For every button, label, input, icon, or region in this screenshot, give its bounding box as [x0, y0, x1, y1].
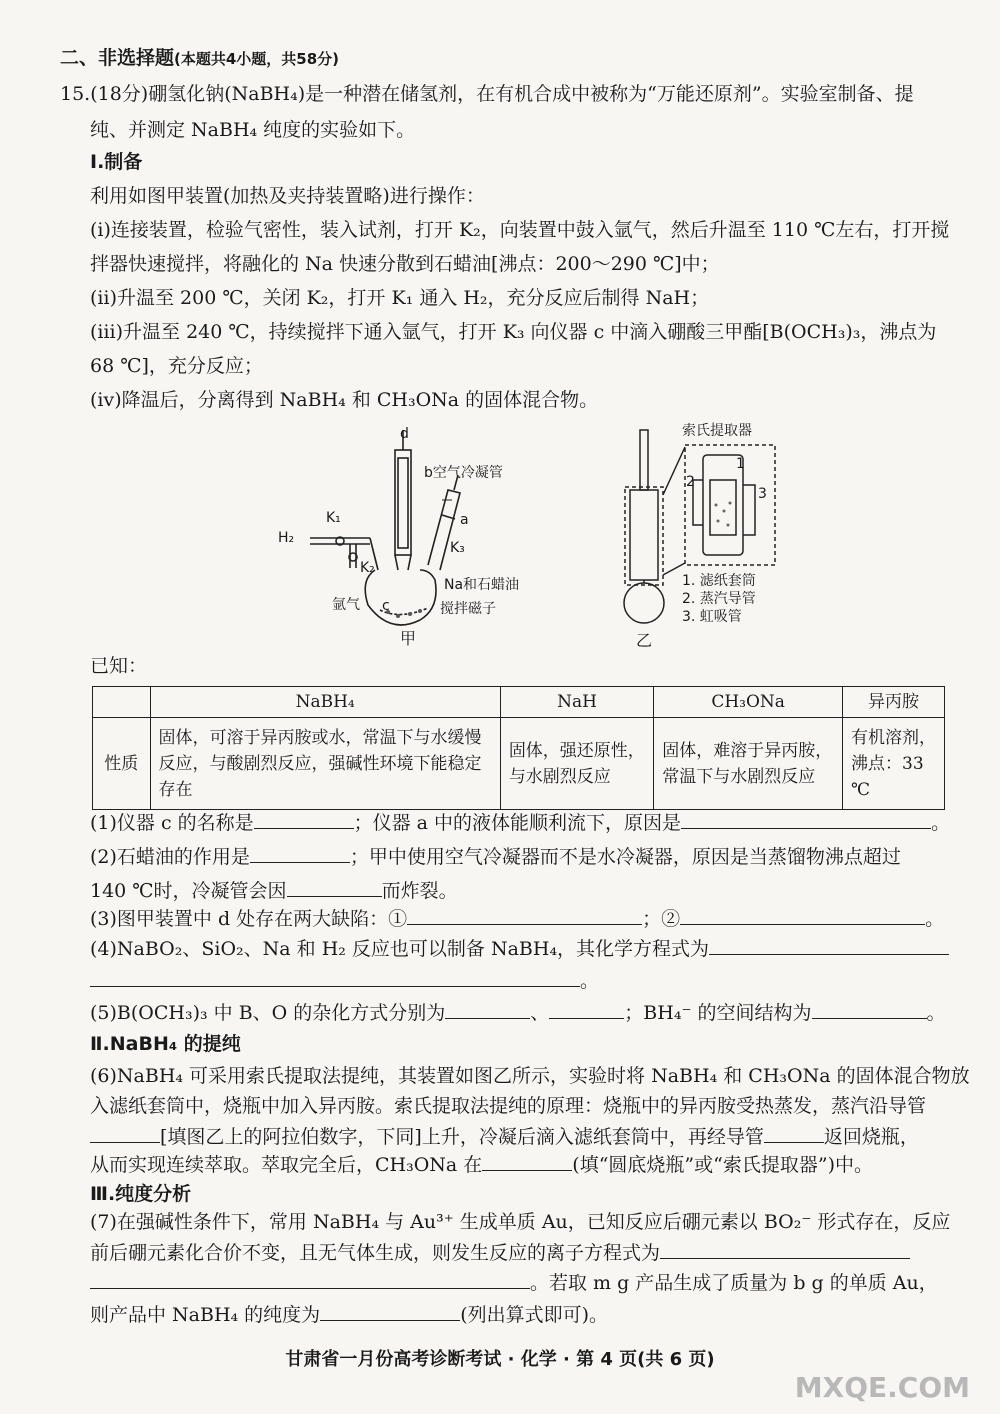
q7-line2: 前后硼元素化合价不变，且无气体生成，则发生反应的离子方程式为	[90, 1238, 945, 1267]
answer-blank[interactable]	[90, 1122, 160, 1143]
step3-line-b: 68 ℃]，充分反应；	[90, 355, 263, 377]
step1-line-a: (ⅰ)连接装置，检验气密性，装入试剂，打开 K₂，向装置中鼓入氩气，然后升温至 110 ℃左右，打开搅	[90, 219, 950, 241]
properties-table	[92, 686, 945, 810]
answer-blank[interactable]	[90, 966, 580, 987]
step3-line-a: (ⅲ)升温至 240 ℃，持续搅拌下通入氩气，打开 K₃ 向仪器 c 中滴入硼酸三甲酯[B(OCH₃)₃，沸点为	[90, 321, 937, 343]
q15-intro-line2: 纯、并测定 NaBH₄ 纯度的实验如下。	[90, 119, 416, 141]
answer-blank[interactable]	[660, 1238, 910, 1259]
table-header-cell: 异丙胺	[843, 687, 945, 718]
answer-blank[interactable]	[681, 808, 931, 829]
step1-line-b: 拌器快速搅拌，将融化的 Na 快速分散到石蜡油[沸点：200～290 ℃]中；	[90, 253, 720, 275]
answer-blank[interactable]	[254, 808, 354, 829]
table-row-label: 性质	[93, 718, 151, 810]
label-h2: H₂	[278, 530, 295, 546]
answer-blank[interactable]	[445, 998, 530, 1019]
table-header-cell	[93, 687, 151, 718]
step4: (ⅳ)降温后，分离得到 NaBH₄ 和 CH₃ONa 的固体混合物。	[90, 389, 599, 411]
table-header-cell: NaBH₄	[150, 687, 500, 718]
q6-line1: (6)NaBH₄ 可采用索氏提取法提纯，其装置如图乙所示，实验时将 NaBH₄ 和 CH₃ONa 的固体混合物放	[90, 1065, 970, 1087]
label-na-wax: Na和石蜡油	[444, 577, 520, 593]
answer-blank[interactable]	[90, 1268, 530, 1289]
answer-blank[interactable]	[709, 934, 949, 955]
legend-filter-sleeve: 1. 滤纸套筒	[682, 573, 756, 589]
step2: (ⅱ)升温至 200 ℃，关闭 K₂，打开 K₁ 通入 H₂，充分反应后制得 NaH；	[90, 287, 710, 309]
label-stir-bar: 搅拌磁子	[440, 601, 496, 617]
label-k3: K₃	[450, 540, 465, 556]
label-num-3: 3	[758, 486, 767, 502]
answer-blank[interactable]	[764, 1122, 824, 1143]
q15-intro-line1: 15.(18分)硼氢化钠(NaBH₄)是一种潜在储氢剂，在有机合成中被称为“万能还原剂”。实验室制备、提	[60, 83, 914, 105]
q4-line2: 。	[90, 966, 945, 995]
q5: (5)B(OCH₃)₃ 中 B、O 的杂化方式分别为 、 ；BH₄⁻ 的空间结构为 。	[90, 998, 945, 1027]
label-k2: K₂	[360, 560, 375, 576]
answer-blank[interactable]	[407, 904, 642, 925]
q6-line2: 入滤纸套筒中，烧瓶中加入异丙胺。索氏提取法提纯的原理：烧瓶中的异丙胺受热蒸发，蒸汽沿导管	[90, 1095, 927, 1117]
legend-siphon-tube: 3. 虹吸管	[682, 609, 742, 625]
table-cell: 固体，强还原性，与水剧烈反应	[500, 718, 653, 810]
table-cell: 固体，可溶于异丙胺或水，常温下与水缓慢反应，与酸剧烈反应，强碱性环境下能稳定存在	[150, 718, 500, 810]
label-num-2: 2	[686, 474, 695, 490]
q6-line4: 从而实现连续萃取。萃取完全后，CH₃ONa 在 (填“圆底烧瓶”或“索氏提取器”)中。	[90, 1150, 945, 1179]
legend-vapor-tube: 2. 蒸汽导管	[682, 591, 756, 607]
q7-line1: (7)在强碱性条件下，常用 NaBH₄ 与 Au³⁺ 生成单质 Au，已知反应后硼元素以 BO₂⁻ 形式存在，反应	[90, 1211, 951, 1233]
answer-blank[interactable]	[549, 998, 624, 1019]
table-header-cell: NaH	[500, 687, 653, 718]
table-cell: 有机溶剂，沸点：33 ℃	[843, 718, 945, 810]
table-header-row	[93, 687, 945, 718]
q1: (1)仪器 c 的名称是 ；仪器 a 中的液体能顺利流下，原因是 。	[90, 808, 945, 837]
q2-line1: (2)石蜡油的作用是 ；甲中使用空气冷凝器而不是水冷凝器，原因是当蒸馏物沸点超过	[90, 842, 945, 871]
label-soxhlet-title: 索氏提取器	[682, 423, 752, 439]
label-d: d	[400, 426, 409, 442]
label-a: a	[460, 512, 469, 528]
answer-blank[interactable]	[680, 904, 925, 925]
caption-yi: 乙	[636, 631, 653, 650]
known-label: 已知：	[90, 655, 148, 677]
q2-line2: 140 ℃时，冷凝管会因 而炸裂。	[90, 876, 945, 905]
page-footer: 甘肃省一月份高考诊断考试 · 化学 · 第 4 页(共 6 页)	[285, 1349, 715, 1370]
part1-title: Ⅰ.制备	[90, 151, 143, 173]
q4-line1: (4)NaBO₂、SiO₂、Na 和 H₂ 反应也可以制备 NaBH₄，其化学方程式为	[90, 934, 945, 963]
table-cell: 固体，难溶于异丙胺，常温下与水剧烈反应	[654, 718, 843, 810]
label-c: c	[382, 598, 390, 614]
label-argon: 氩气	[332, 597, 360, 613]
table-header-cell: CH₃ONa	[654, 687, 843, 718]
table-row	[93, 718, 945, 810]
answer-blank[interactable]	[250, 842, 350, 863]
section-header: 二、非选择题(本题共4小题，共58分)	[60, 47, 340, 69]
q7-line3: 。若取 m g 产品生成了质量为 b g 的单质 Au，	[90, 1268, 945, 1297]
answer-blank[interactable]	[482, 1150, 572, 1171]
part1-intro: 利用如图甲装置(加热及夹持装置略)进行操作：	[90, 185, 485, 207]
answer-blank[interactable]	[812, 998, 927, 1019]
answer-blank[interactable]	[320, 1300, 460, 1321]
caption-jia: 甲	[400, 629, 417, 648]
q3: (3)图甲装置中 d 处存在两大缺陷：① ；② 。	[90, 904, 945, 933]
label-k1: K₁	[326, 510, 341, 526]
watermark: MXQE.COM	[794, 1371, 970, 1404]
answer-blank[interactable]	[287, 876, 382, 897]
part2-title: Ⅱ.NaBH₄ 的提纯	[90, 1033, 241, 1055]
label-num-1: 1	[736, 456, 745, 472]
part3-title: Ⅲ.纯度分析	[90, 1183, 192, 1205]
q6-line3: [填图乙上的阿拉伯数字，下同]上升，冷凝后滴入滤纸套筒中，再经导管 返回烧瓶，	[90, 1122, 945, 1151]
label-b-condenser: b空气冷凝管	[424, 465, 503, 481]
q7-line4: 则产品中 NaBH₄ 的纯度为 (列出算式即可)。	[90, 1300, 945, 1329]
